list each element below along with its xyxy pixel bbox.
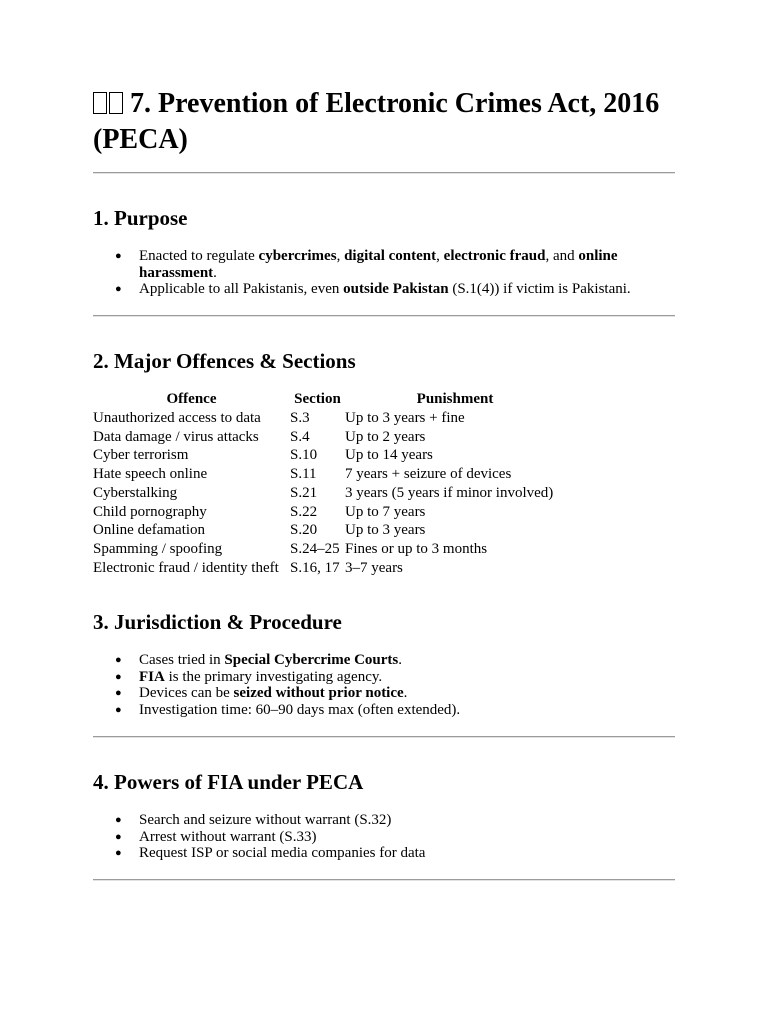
text-run: , bbox=[336, 248, 345, 264]
offence-cell: Spamming / spoofing bbox=[93, 540, 223, 557]
table-row bbox=[93, 503, 565, 522]
text-run: . bbox=[398, 652, 403, 668]
punishment-cell: Up to 14 years bbox=[345, 447, 433, 464]
bold-text: seized without prior notice bbox=[233, 685, 404, 702]
table-row bbox=[93, 446, 565, 465]
column-header-punishment: Punishment bbox=[416, 391, 494, 407]
table-row bbox=[93, 540, 565, 559]
punishment-cell: Up to 7 years bbox=[345, 503, 426, 520]
section-cell: S.11 bbox=[290, 466, 317, 483]
section-cell: S.3 bbox=[290, 410, 310, 426]
text-run: Search and seizure without warrant (S.32) bbox=[139, 812, 392, 828]
offence-cell: Cyberstalking bbox=[93, 484, 178, 501]
table-row bbox=[93, 521, 565, 540]
punishment-cell: Up to 2 years bbox=[345, 428, 426, 445]
bold-text: online harassment bbox=[139, 248, 618, 281]
bullet-icon: ● bbox=[115, 654, 122, 666]
column-header-offence: Offence bbox=[166, 391, 217, 407]
bullet-icon: ● bbox=[115, 670, 122, 683]
bullet-icon: ● bbox=[115, 814, 122, 826]
text-run: Devices can be bbox=[139, 685, 234, 702]
offence-cell: Hate speech online bbox=[93, 466, 208, 483]
offence-cell: Data damage / virus attacks bbox=[93, 428, 259, 445]
powers-list bbox=[93, 812, 675, 862]
bold-text: Special Cybercrime Courts bbox=[224, 652, 399, 668]
horizontal-divider bbox=[93, 736, 675, 738]
horizontal-divider bbox=[93, 879, 675, 881]
bold-text: cybercrimes bbox=[258, 248, 337, 264]
bullet-icon: ● bbox=[115, 703, 122, 716]
table-row bbox=[93, 428, 565, 447]
text-run: Cases tried in bbox=[139, 652, 225, 668]
text-run: , bbox=[436, 248, 444, 264]
list-item bbox=[93, 685, 675, 702]
list-item bbox=[93, 652, 675, 669]
text-run: Investigation time: 60–90 days max (often extended). bbox=[139, 701, 461, 718]
offences-table-body bbox=[93, 409, 565, 577]
text-run: Enacted to regulate bbox=[139, 248, 259, 264]
punishment-cell: 3–7 years bbox=[345, 559, 403, 576]
list-item bbox=[93, 702, 675, 719]
punishment-cell: Up to 3 years bbox=[345, 522, 426, 539]
section-cell: S.10 bbox=[290, 447, 318, 464]
bold-text: digital content bbox=[344, 248, 437, 264]
bold-text: outside Pakistan bbox=[343, 281, 449, 298]
text-run: (S.1(4)) if victim is Pakistani. bbox=[448, 281, 631, 298]
table-row bbox=[93, 465, 565, 484]
table-header-row bbox=[93, 390, 565, 409]
table-row bbox=[93, 484, 565, 503]
section-heading-powers: 4. Powers of FIA under PECA bbox=[93, 770, 364, 794]
punishment-cell: Up to 3 years + fine bbox=[345, 410, 465, 426]
bullet-icon: ● bbox=[115, 250, 122, 262]
list-item bbox=[93, 248, 675, 281]
text-run: Applicable to all Pakistanis, even bbox=[139, 281, 344, 298]
horizontal-divider bbox=[93, 315, 675, 317]
punishment-cell: Fines or up to 3 months bbox=[345, 540, 488, 557]
text-run: is the primary investigating agency. bbox=[164, 668, 383, 685]
horizontal-divider bbox=[93, 172, 675, 174]
missing-glyph-icon bbox=[109, 92, 123, 114]
section-heading-purpose: 1. Purpose bbox=[93, 206, 188, 230]
list-item bbox=[93, 845, 675, 862]
section-heading-offences: 2. Major Offences & Sections bbox=[93, 349, 356, 373]
offence-cell: Electronic fraud / identity theft bbox=[93, 559, 279, 576]
offence-cell: Child pornography bbox=[93, 503, 207, 520]
bullet-icon: ● bbox=[115, 687, 122, 700]
table-row bbox=[93, 559, 565, 578]
section-cell: S.16, 17 bbox=[290, 559, 340, 576]
punishment-cell: 3 years (5 years if minor involved) bbox=[345, 484, 554, 501]
text-run: , and bbox=[545, 248, 579, 264]
jurisdiction-list bbox=[93, 652, 675, 718]
column-header-section: Section bbox=[294, 391, 341, 407]
offence-cell: Cyber terrorism bbox=[93, 447, 189, 464]
table-row bbox=[93, 409, 565, 428]
offence-cell: Online defamation bbox=[93, 522, 206, 539]
offence-cell: Unauthorized access to data bbox=[93, 410, 261, 426]
section-cell: S.24–25 bbox=[290, 540, 340, 557]
section-cell: S.22 bbox=[290, 503, 318, 520]
purpose-list bbox=[93, 248, 675, 298]
bold-text: FIA bbox=[139, 668, 165, 685]
bullet-icon: ● bbox=[115, 283, 122, 296]
list-item bbox=[93, 812, 675, 829]
missing-glyph-icon bbox=[93, 92, 107, 114]
punishment-cell: 7 years + seizure of devices bbox=[345, 466, 512, 483]
section-cell: S.4 bbox=[290, 428, 310, 445]
text-run: Request ISP or social media companies for data bbox=[139, 845, 426, 862]
list-item bbox=[93, 669, 675, 686]
page-title-text: 7. Prevention of Electronic Crimes Act, 2016 (PECA) bbox=[93, 88, 660, 155]
bullet-icon: ● bbox=[115, 830, 122, 843]
section-cell: S.21 bbox=[290, 484, 318, 501]
offences-table bbox=[93, 390, 565, 577]
page-title bbox=[93, 86, 675, 158]
text-run: . bbox=[213, 264, 217, 281]
bullet-icon: ● bbox=[115, 847, 122, 860]
list-item bbox=[93, 829, 675, 846]
section-heading-jurisdiction: 3. Jurisdiction & Procedure bbox=[93, 610, 342, 634]
text-run: . bbox=[403, 685, 408, 702]
section-cell: S.20 bbox=[290, 522, 318, 539]
bold-text: electronic fraud bbox=[443, 248, 546, 264]
list-item bbox=[93, 281, 675, 298]
text-run: Arrest without warrant (S.33) bbox=[139, 828, 317, 845]
